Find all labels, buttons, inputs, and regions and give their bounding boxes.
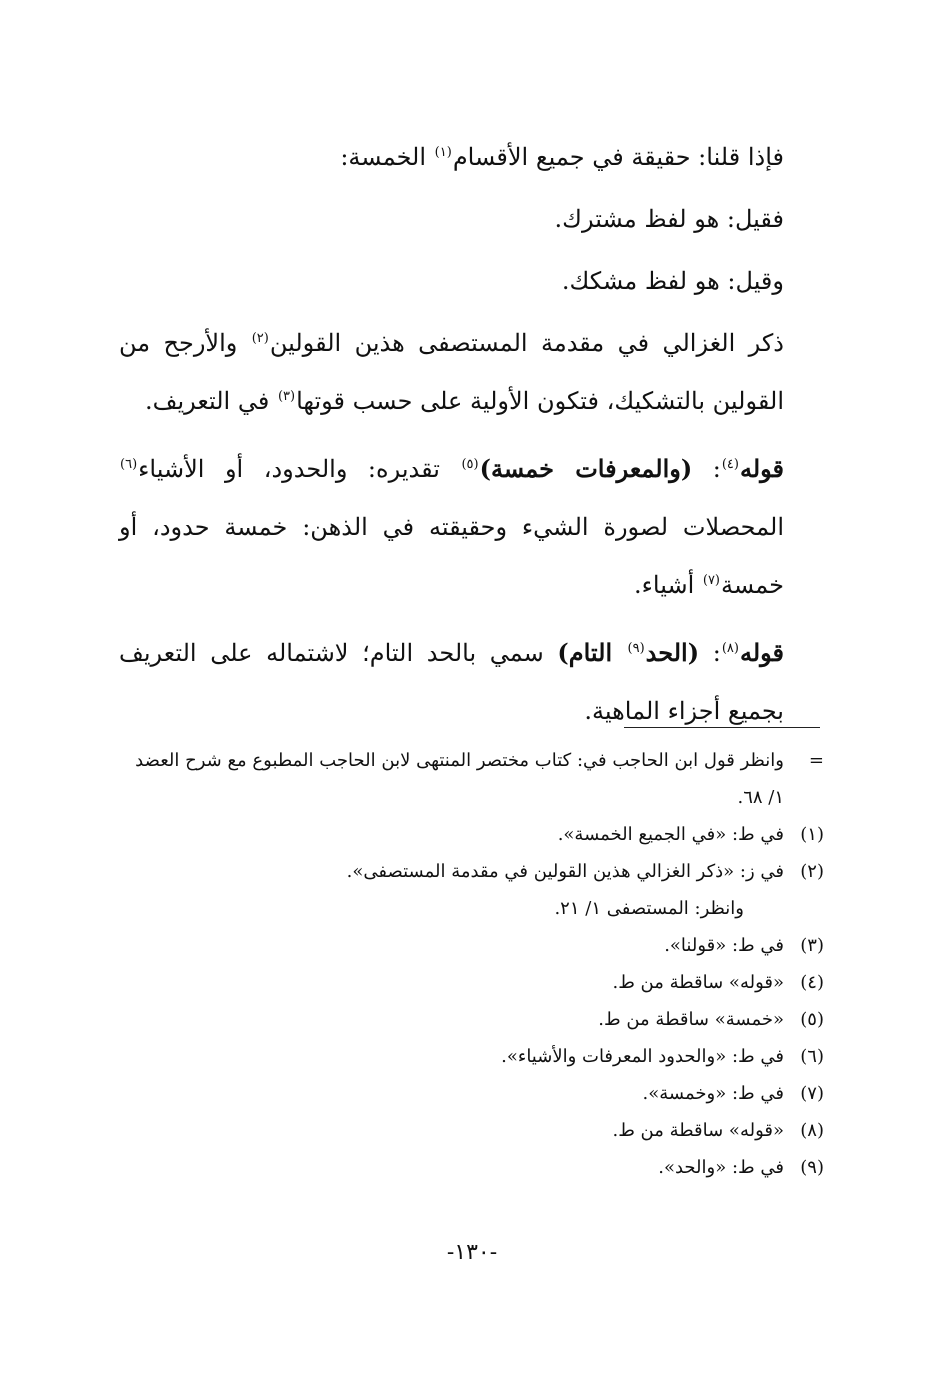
- text-segment: الخمسة:: [340, 143, 434, 171]
- text-segment: أشياء.: [633, 571, 702, 599]
- text-segment: والأرجح من القولين بالتشكيك، فتكون الأولية على حسب قوتها: [119, 329, 784, 415]
- footnote-ref: (٨): [721, 641, 739, 656]
- footnote-ref: (٣): [277, 389, 296, 404]
- footnote-number: (٢): [800, 861, 824, 882]
- text-segment: ذكر الغزالي في مقدمة المستصفى هذين القولين: [269, 329, 784, 357]
- footnote-ref: (٢): [251, 331, 269, 346]
- footnote-number: (٥): [800, 1009, 824, 1030]
- footnote-item: [119, 927, 824, 964]
- footnote-text: في ط: «في الجميع الخمسة».: [557, 824, 784, 845]
- paragraph-ghazali: [119, 314, 824, 430]
- footnote-item: [119, 964, 824, 1001]
- footnote-item: [119, 1149, 824, 1186]
- footnote-item: [119, 1001, 824, 1038]
- footnote-ref: (٧): [702, 573, 720, 588]
- footnote-text: في ز: «ذكر الغزالي هذين القولين في مقدمة المستصفى».: [346, 861, 784, 882]
- footnote-continuation: [119, 742, 824, 816]
- footnote-number: (٨): [800, 1120, 824, 1141]
- footnote-item-continuation: [119, 890, 824, 927]
- paragraph-line-3: وقيل: هو لفظ مشكك.: [561, 267, 784, 295]
- footnote-text: «خمسة» ساقطة من ط.: [598, 1009, 784, 1030]
- footnote-ref: (١): [434, 145, 452, 160]
- continuation-marker: =: [808, 750, 824, 771]
- text-segment: المحصلات لصورة الشيء وحقيقته في الذهن: خمسة حدود، أو خمسة: [119, 513, 784, 599]
- footnote-text: «قوله» ساقطة من ط.: [612, 1120, 784, 1141]
- main-text: [119, 128, 824, 740]
- footnote-ref: (٤): [721, 457, 739, 472]
- footnote-text: «قوله» ساقطة من ط.: [612, 972, 784, 993]
- footnote-item: [119, 1075, 824, 1112]
- paragraph-hadd-tam: [119, 624, 824, 740]
- keyword: قوله: [739, 454, 785, 483]
- footnote-number: (٩): [800, 1157, 824, 1178]
- footnote-text: في ط: «وخمسة».: [642, 1083, 784, 1104]
- paragraph-line-2: فقيل: هو لفظ مشترك.: [554, 205, 784, 233]
- footnote-number: (٧): [800, 1083, 824, 1104]
- footnote-number: (١): [800, 824, 824, 845]
- keyword: (والمعرفات خمسة): [479, 454, 693, 483]
- footnote-text: وانظر: المستصفى ١/ ٢١.: [554, 898, 744, 919]
- footnote-ref: (٥): [461, 457, 479, 472]
- footnote-separator: [624, 727, 820, 728]
- footnote-item: [119, 816, 824, 853]
- footnote-ref: (٦): [120, 457, 138, 472]
- text-segment: سمي بالحد التام؛ لاشتماله على التعريف بجميع أجزاء الماهية.: [119, 639, 784, 725]
- keyword: (الحد: [645, 638, 700, 667]
- footnotes: [119, 742, 824, 1186]
- footnote-number: (٦): [800, 1046, 824, 1067]
- page-number: -١٣٠-: [446, 1240, 498, 1265]
- text-segment: :: [699, 639, 721, 667]
- footnote-number: (٣): [800, 935, 824, 956]
- footnote-text: في ط: «قولنا».: [664, 935, 784, 956]
- footnote-item: [119, 853, 824, 890]
- keyword: قوله: [739, 638, 785, 667]
- footnote-item: [119, 1112, 824, 1149]
- footnote-ref: (٩): [627, 641, 645, 656]
- footnote-number: (٤): [800, 972, 824, 993]
- footnote-text: في ط: «والحد».: [658, 1157, 784, 1178]
- footnote-item: [119, 1038, 824, 1075]
- footnote-text: في ط: «والحدود المعرفات والأشياء».: [501, 1046, 784, 1067]
- text-segment: فإذا قلنا: حقيقة في جميع الأقسام: [452, 143, 784, 171]
- keyword: التام): [557, 638, 627, 667]
- text-segment: في التعريف.: [145, 387, 277, 415]
- paragraph-muarrifat: [119, 440, 824, 614]
- paragraph-line-1: [119, 128, 824, 186]
- text-segment: :: [692, 455, 721, 483]
- footnote-text: وانظر قول ابن الحاجب في: كتاب مختصر المنتهى لابن الحاجب المطبوع مع شرح العضد ١/ ٦٨.: [135, 750, 784, 808]
- text-segment: تقديره: والحدود، أو الأشياء: [138, 455, 461, 483]
